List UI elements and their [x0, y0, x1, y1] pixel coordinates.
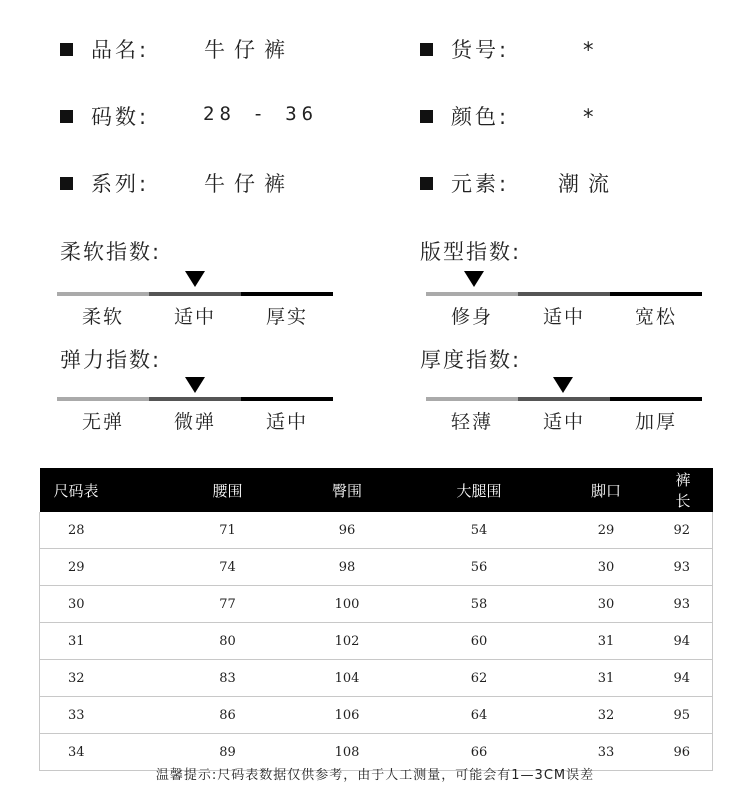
table-cell: 74: [179, 549, 276, 586]
scale-label: 柔软: [81, 306, 124, 328]
table-cell: 80: [179, 623, 276, 660]
elasticity-marker-icon: [185, 377, 205, 393]
table-cell: 93: [672, 549, 713, 586]
softness-labels: [57, 302, 333, 329]
info-value: 潮流: [558, 172, 618, 196]
softness-scale: [57, 292, 333, 296]
thickness-title: 厚度指数:: [420, 348, 522, 372]
info-label: 货号:: [451, 38, 510, 62]
table-cell: 96: [672, 734, 713, 771]
size-note: 温馨提示:尺码表数据仅供参考，由于人工测量，可能会有1—3CM误差: [155, 768, 595, 783]
table-row: [40, 623, 713, 660]
elasticity-title: 弹力指数:: [60, 348, 162, 372]
table-header: 尺码表: [40, 468, 180, 512]
info-label: 品名:: [91, 38, 150, 62]
scale-label: 修身: [450, 306, 493, 328]
bullet-icon: [60, 177, 73, 190]
table-cell: 28: [40, 512, 180, 549]
elasticity-scale: [57, 397, 333, 401]
info-size: [60, 101, 149, 131]
info-label: 颜色:: [451, 105, 510, 129]
scale-label: 适中: [542, 306, 585, 328]
softness-title: 柔软指数:: [60, 240, 162, 264]
bullet-icon: [420, 43, 433, 56]
info-label: 码数:: [91, 105, 150, 129]
table-row: [40, 697, 713, 734]
table-cell: 64: [418, 697, 540, 734]
bullet-icon: [420, 177, 433, 190]
table-cell: 71: [179, 512, 276, 549]
scale-label: 无弹: [81, 411, 124, 433]
info-value: 牛仔裤: [204, 38, 294, 62]
table-row: [40, 549, 713, 586]
scale-label: 厚实: [265, 306, 308, 328]
softness-marker-icon: [185, 271, 205, 287]
table-cell: 98: [276, 549, 418, 586]
info-name: [60, 34, 149, 64]
table-cell: 108: [276, 734, 418, 771]
table-cell: 30: [40, 586, 180, 623]
fit-scale: [426, 292, 702, 296]
bullet-icon: [60, 110, 73, 123]
table-cell: 92: [672, 512, 713, 549]
fit-title: 版型指数:: [420, 240, 522, 264]
table-cell: 83: [179, 660, 276, 697]
scale-label: 宽松: [634, 306, 677, 328]
table-cell: 60: [418, 623, 540, 660]
table-cell: 86: [179, 697, 276, 734]
table-header: 脚口: [540, 468, 672, 512]
table-cell: 31: [40, 623, 180, 660]
table-cell: 102: [276, 623, 418, 660]
scale-label: 适中: [542, 411, 585, 433]
fit-marker-icon: [464, 271, 484, 287]
table-cell: 77: [179, 586, 276, 623]
table-cell: 33: [40, 697, 180, 734]
size-table: [39, 468, 713, 771]
table-cell: 29: [40, 549, 180, 586]
thickness-labels: [426, 407, 702, 434]
info-value: *: [583, 38, 603, 62]
info-label: 元素:: [451, 172, 510, 196]
info-series: [60, 168, 149, 198]
info-element: [420, 168, 509, 198]
thickness-scale: [426, 397, 702, 401]
table-row: [40, 586, 713, 623]
table-cell: 93: [672, 586, 713, 623]
fit-labels: [426, 302, 702, 329]
table-cell: 62: [418, 660, 540, 697]
table-cell: 29: [540, 512, 672, 549]
table-cell: 33: [540, 734, 672, 771]
table-cell: 66: [418, 734, 540, 771]
table-cell: 95: [672, 697, 713, 734]
info-value: 牛仔裤: [204, 172, 294, 196]
table-cell: 34: [40, 734, 180, 771]
table-row: [40, 660, 713, 697]
table-cell: 54: [418, 512, 540, 549]
table-row: [40, 512, 713, 549]
table-cell: 104: [276, 660, 418, 697]
bullet-icon: [60, 43, 73, 56]
info-color: [420, 101, 509, 131]
info-item-number: [420, 34, 509, 64]
table-cell: 94: [672, 623, 713, 660]
scale-label: 适中: [265, 411, 308, 433]
info-label: 系列:: [91, 172, 150, 196]
table-cell: 31: [540, 660, 672, 697]
table-cell: 106: [276, 697, 418, 734]
table-cell: 30: [540, 586, 672, 623]
scale-label: 加厚: [634, 411, 677, 433]
elasticity-labels: [57, 407, 333, 434]
table-cell: 96: [276, 512, 418, 549]
scale-label: 轻薄: [450, 411, 493, 433]
scale-label: 适中: [173, 306, 216, 328]
table-header: 大腿围: [418, 468, 540, 512]
table-cell: 89: [179, 734, 276, 771]
info-value: 28 - 36: [203, 103, 319, 125]
table-header: 裤长: [672, 468, 713, 512]
table-cell: 31: [540, 623, 672, 660]
table-cell: 32: [540, 697, 672, 734]
table-header-row: [40, 468, 713, 512]
table-header: 臀围: [276, 468, 418, 512]
bullet-icon: [420, 110, 433, 123]
table-header: 腰围: [179, 468, 276, 512]
table-cell: 56: [418, 549, 540, 586]
thickness-marker-icon: [553, 377, 573, 393]
table-cell: 100: [276, 586, 418, 623]
info-value: *: [583, 105, 603, 129]
table-cell: 58: [418, 586, 540, 623]
table-cell: 32: [40, 660, 180, 697]
table-cell: 94: [672, 660, 713, 697]
table-cell: 30: [540, 549, 672, 586]
scale-label: 微弹: [173, 411, 216, 433]
